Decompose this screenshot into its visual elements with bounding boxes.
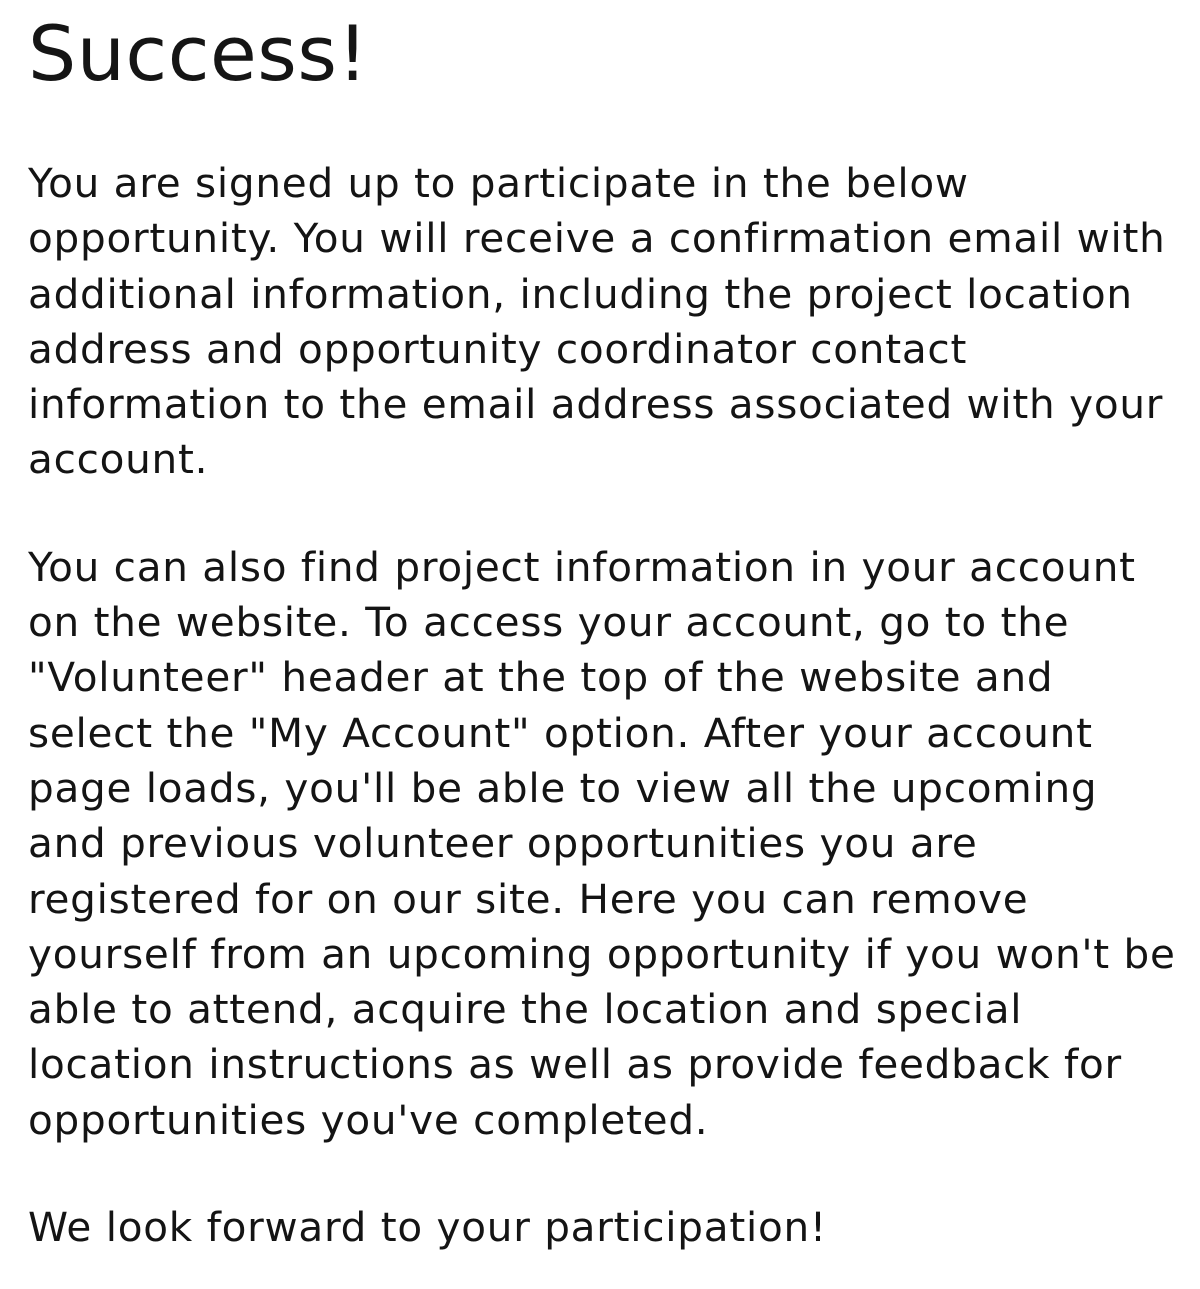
closing-message: We look forward to your participation! [28,1203,827,1252]
page-title: Success! [28,9,369,98]
signup-confirmation-paragraph: You are signed up to participate in the below opportunity. You will receive a confirmation email with additional information, including the project location address and opportunity coordinator contact information to the email address associated with your account. [28,159,1166,484]
confirmation-content [28,0,1178,1255]
account-instructions-paragraph: You can also find project information in your account on the website. To access your account, go to the "Volunteer" header at the top of the website and select the "My Account" option. After your account page loads, you'll be able to view all the upcoming and previous volunteer opportunities you are registered for on our site. Here you can remove yourself from an upcoming opportunity if you won't be able to attend, acquire the location and special location instructions as well as provide feedback for opportunities you've completed. [28,542,1176,1144]
